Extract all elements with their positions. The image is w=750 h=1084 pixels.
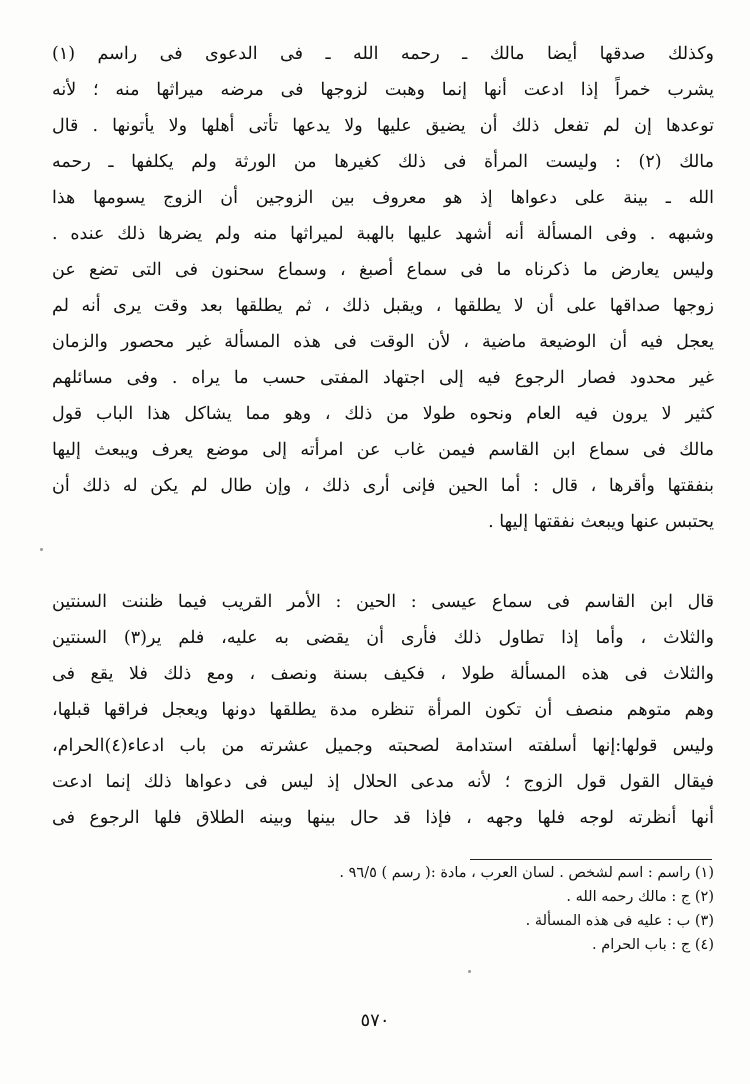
text-line: الله ـ بينة على دعواها إذ هو معروف بين الزوجين أن الزوج يسومها هذا: [52, 188, 714, 208]
text-line: أنها أنظرته لوجه فلها وجهه ، فإذا قد حال بينها وبينه الطلاق فلها الرجوع فى: [52, 808, 714, 828]
footnotes: [120, 861, 714, 957]
footnote-1: (١) راسم : اسم لشخص . لسان العرب ، مادة :( رسم ) ٩٦/٥ .: [339, 865, 714, 881]
footnote-4: (٤) ج : باب الحرام .: [592, 937, 714, 953]
text-line: غير محدود فصار الرجوع فيه إلى اجتهاد المفتى حسب ما يراه . وفى مسائلهم: [52, 368, 714, 388]
text-line: وكذلك صدقها أيضا مالك ـ رحمه الله ـ فى الدعوى فى راسم (١): [52, 44, 714, 64]
text-line: يشرب خمراً إذا ادعت أنها إنما وهبت لزوجها فى مرضه ميراثها منه ؛ لأنه: [52, 80, 714, 100]
text-line: والثلاث فى هذه المسألة طولا ، فكيف بسنة ونصف ، ومع ذلك فلا يقع فى: [52, 664, 714, 684]
text-line: بنفقتها وأقرها ، قال : أما الحين فإنى أرى ذلك ، وإن طال لم يكن له ذلك أن: [52, 476, 714, 496]
text-line: مالك فى سماع ابن القاسم فيمن غاب عن امرأته إلى موضع يعرف ويبعث إليها: [52, 440, 714, 460]
footnote-separator: [470, 859, 712, 860]
text-line: كثير لا يرون فيه العام ونحوه طولا من ذلك ، وهو مما يشاكل هذا الباب قول: [52, 404, 714, 424]
footnote-3: (٣) ب : عليه فى هذه المسألة .: [525, 913, 714, 929]
paragraph-1: [52, 36, 714, 540]
text-line: يعجل فيه أن الوضيعة ماضية ، لأن الوقت فى هذه المسألة غير محصور والزمان: [52, 332, 714, 352]
text-line: وشبهه . وفى المسألة أنه أشهد عليها بالهبة لميراثها منه ولم يضرها ذلك عنده .: [52, 224, 714, 244]
scan-speck: [468, 970, 471, 973]
text-line: والثلاث ، وأما إذا تطاول ذلك فأرى أن يقضى به عليه، فلم ير(٣) السنتين: [52, 628, 714, 648]
footnote-2: (٢) ج : مالك رحمه الله .: [566, 889, 714, 905]
text-line: وهم متوهم منصف أن تكون المرأة تنظره مدة يطلقها دونها ويعجل فراقها قبلها،: [52, 700, 714, 720]
text-line: يحتبس عنها ويبعث نفقتها إليها .: [488, 512, 714, 532]
page-number: ٥٧٠: [360, 1010, 390, 1031]
text-line: وليس يعارض ما ذكرناه ما فى سماع أصبغ ، وسماع سحنون فى التى تضع عن: [52, 260, 714, 280]
scan-speck: [40, 548, 43, 551]
text-line: قال ابن القاسم فى سماع عيسى : الحين : الأمر القريب فيما ظننت السنتين: [52, 592, 714, 612]
text-line: مالك (٢) : وليست المرأة فى ذلك كغيرها من الورثة ولم يكلفها ـ رحمه: [52, 152, 714, 172]
text-line: وليس قولها:إنها أسلفته استدامة لصحبته وجميل عشرته من باب ادعاء(٤)الحرام،: [52, 736, 714, 756]
text-line: توعدها إن لم تفعل ذلك أن يضيق عليها ولا يدعها تأتى أهلها ولا يأتونها . قال: [52, 116, 714, 136]
text-line: زوجها صداقها على أن لا يطلقها ، ويقبل ذلك ، ثم يطلقها بعد وقت يرى أنه لم: [52, 296, 714, 316]
text-line: فيقال القول قول الزوج ؛ لأنه مدعى الحلال إذ ليس فى دعواها ذلك إنما ادعت: [52, 772, 714, 792]
paragraph-2: [52, 584, 714, 836]
